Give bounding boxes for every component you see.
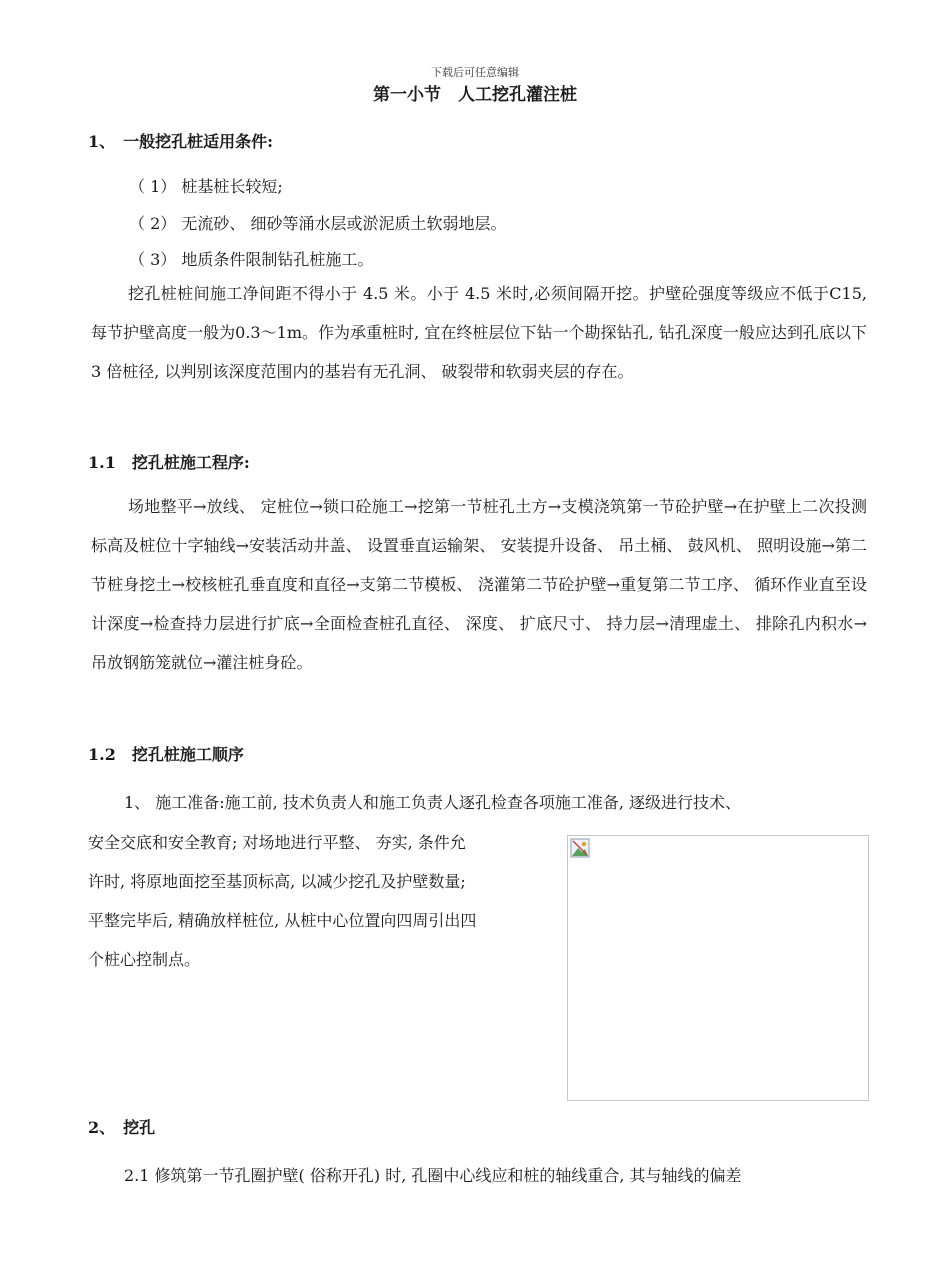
- section-1-1-heading: 1.1 挖孔桩施工程序:: [88, 453, 250, 472]
- text-line: 平整完毕后, 精确放样桩位, 从桩中心位置向四周引出四: [88, 911, 477, 930]
- header-note: 下载后可任意编辑: [431, 66, 519, 79]
- section-2-heading: 2、 挖孔: [88, 1118, 156, 1137]
- figure-placeholder: [567, 835, 869, 1101]
- text-line: 许时, 将原地面挖至基顶标高, 以减少挖孔及护壁数量;: [88, 872, 466, 891]
- text-line: 1、 施工准备:施工前, 技术负责人和施工负责人逐孔检查各项施工准备, 逐级进行技术、: [124, 793, 742, 812]
- section-1-paragraph: 挖孔桩桩间施工净间距不得小于 4.5 米。小于 4.5 米时,必须间隔开挖。护壁砼强度等级应不低于C15, 每节护壁高度一般为0.3～1m。作为承重桩时, 宜在终桩层位下钻一个勘探钻孔, 钻孔深度一般应达到孔底以下 3 倍桩径, 以判别该深度范围内的基岩有无孔洞、 破裂带和软弱夹层的存在。: [91, 284, 867, 381]
- text-line: 个桩心控制点。: [88, 950, 201, 969]
- list-item: （ 3） 地质条件限制钻孔桩施工。: [129, 250, 374, 269]
- section-1-2-heading: 1.2 挖孔桩施工顺序: [88, 745, 244, 764]
- list-item: （ 2） 无流砂、 细砂等涌水层或淤泥质土软弱地层。: [129, 214, 507, 233]
- broken-image-icon: [570, 838, 590, 858]
- text-line: 2.1 修筑第一节孔圈护壁( 俗称开孔) 时, 孔圈中心线应和桩的轴线重合, 其与轴线的偏差: [124, 1166, 742, 1185]
- text-line: 安全交底和安全教育; 对场地进行平整、 夯实, 条件允: [88, 833, 466, 852]
- page-title: 第一小节 人工挖孔灌注桩: [373, 85, 577, 105]
- section-1-heading: 1、 一般挖孔桩适用条件:: [88, 132, 274, 151]
- section-1-1-paragraph: 场地整平→放线、 定桩位→锁口砼施工→挖第一节桩孔土方→支模浇筑第一节砼护壁→在护壁上二次投测标高及桩位十字轴线→安装活动井盖、 设置垂直运输架、 安装提升设备、 吊土桶、 鼓风机、 照明设施→第二节桩身挖土→校核桩孔垂直度和直径→支第二节模板、 浇灌第二节砼护壁→重复第二节工序、 循环作业直至设计深度→检查持力层进行扩底→全面检查桩孔直径、 深度、 扩底尺寸、 持力层→清理虚土、 排除孔内积水→吊放钢筋笼就位→灌注桩身砼。: [91, 497, 867, 672]
- list-item: （ 1） 桩基桩长较短;: [129, 177, 283, 196]
